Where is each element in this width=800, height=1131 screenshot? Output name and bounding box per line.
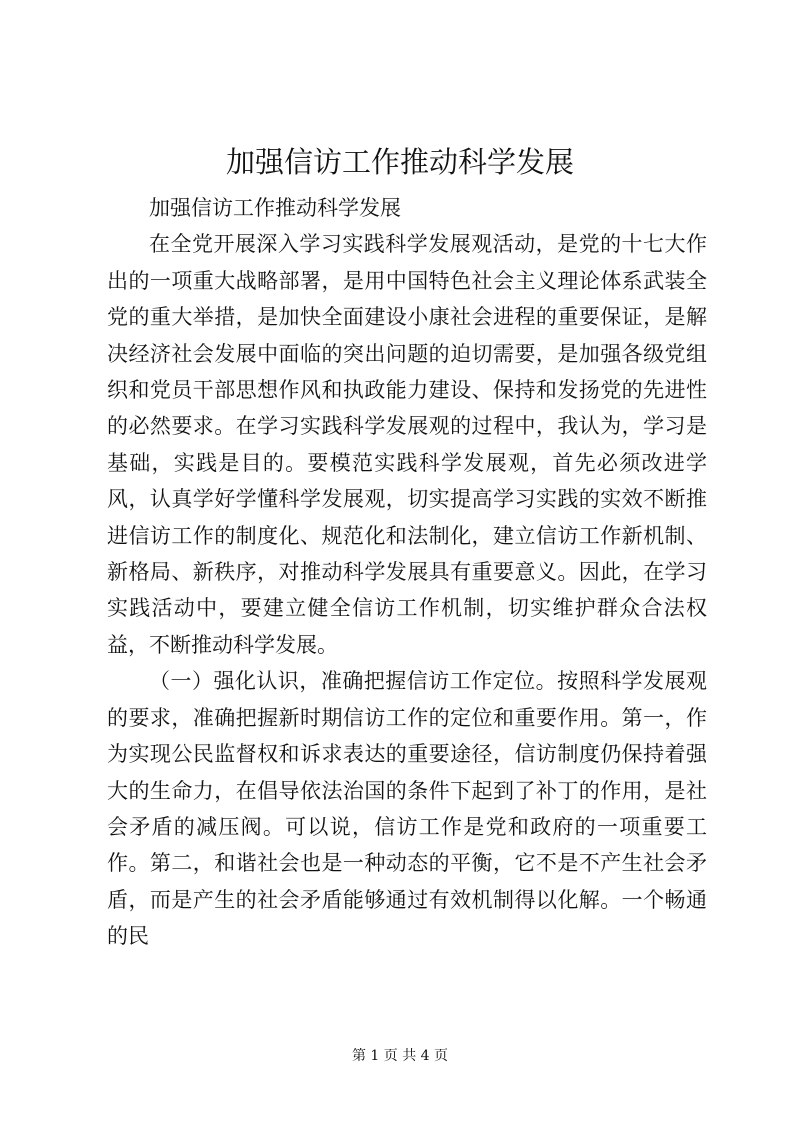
intro-paragraph: 在全党开展深入学习实践科学发展观活动，是党的十七大作出的一项重大战略部署，是用中国特色社会主义理论体系武装全党的重大举措，是加快全面建设小康社会进程的重要保证，是解决经济社会发展中面临的突出问题的迫切需要，是加强各级党组织和党员干部思想作风和执政能力建设、保持和发扬党的先进性的必然要求。在学习实践科学发展观的过程中，我认为，学习是基础，实践是目的。要模范实践科学发展观，首先必须改进学风，认真学好学懂科学发展观，切实提高学习实践的实效不断推进信访工作的制度化、规范化和法制化，建立信访工作新机制、新格局、新秩序，对推动科学发展具有重要意义。因此，在学习实践活动中，要建立健全信访工作机制，切实维护群众合法权益，不断推动科学发展。 [107, 232, 707, 657]
page-number-footer: 第 1 页 共 4 页 [351, 1048, 449, 1064]
document-body [107, 190, 707, 955]
section-one-paragraph: （一）强化认识，准确把握信访工作定位。按照科学发展观的要求，准确把握新时期信访工作的定位和重要作用。第一，作为实现公民监督权和诉求表达的重要途径，信访制度仍保持着强大的生命力，在倡导依法治国的条件下起到了补丁的作用，是社会矛盾的减压阀。可以说，信访工作是党和政府的一项重要工作。第二，和谐社会也是一种动态的平衡，它不是不产生社会矛盾，而是产生的社会矛盾能够通过有效机制得以化解。一个畅通的民 [107, 669, 707, 949]
subtitle-paragraph: 加强信访工作推动科学发展 [149, 196, 401, 220]
document-title: 加强信访工作推动科学发展 [225, 145, 574, 179]
